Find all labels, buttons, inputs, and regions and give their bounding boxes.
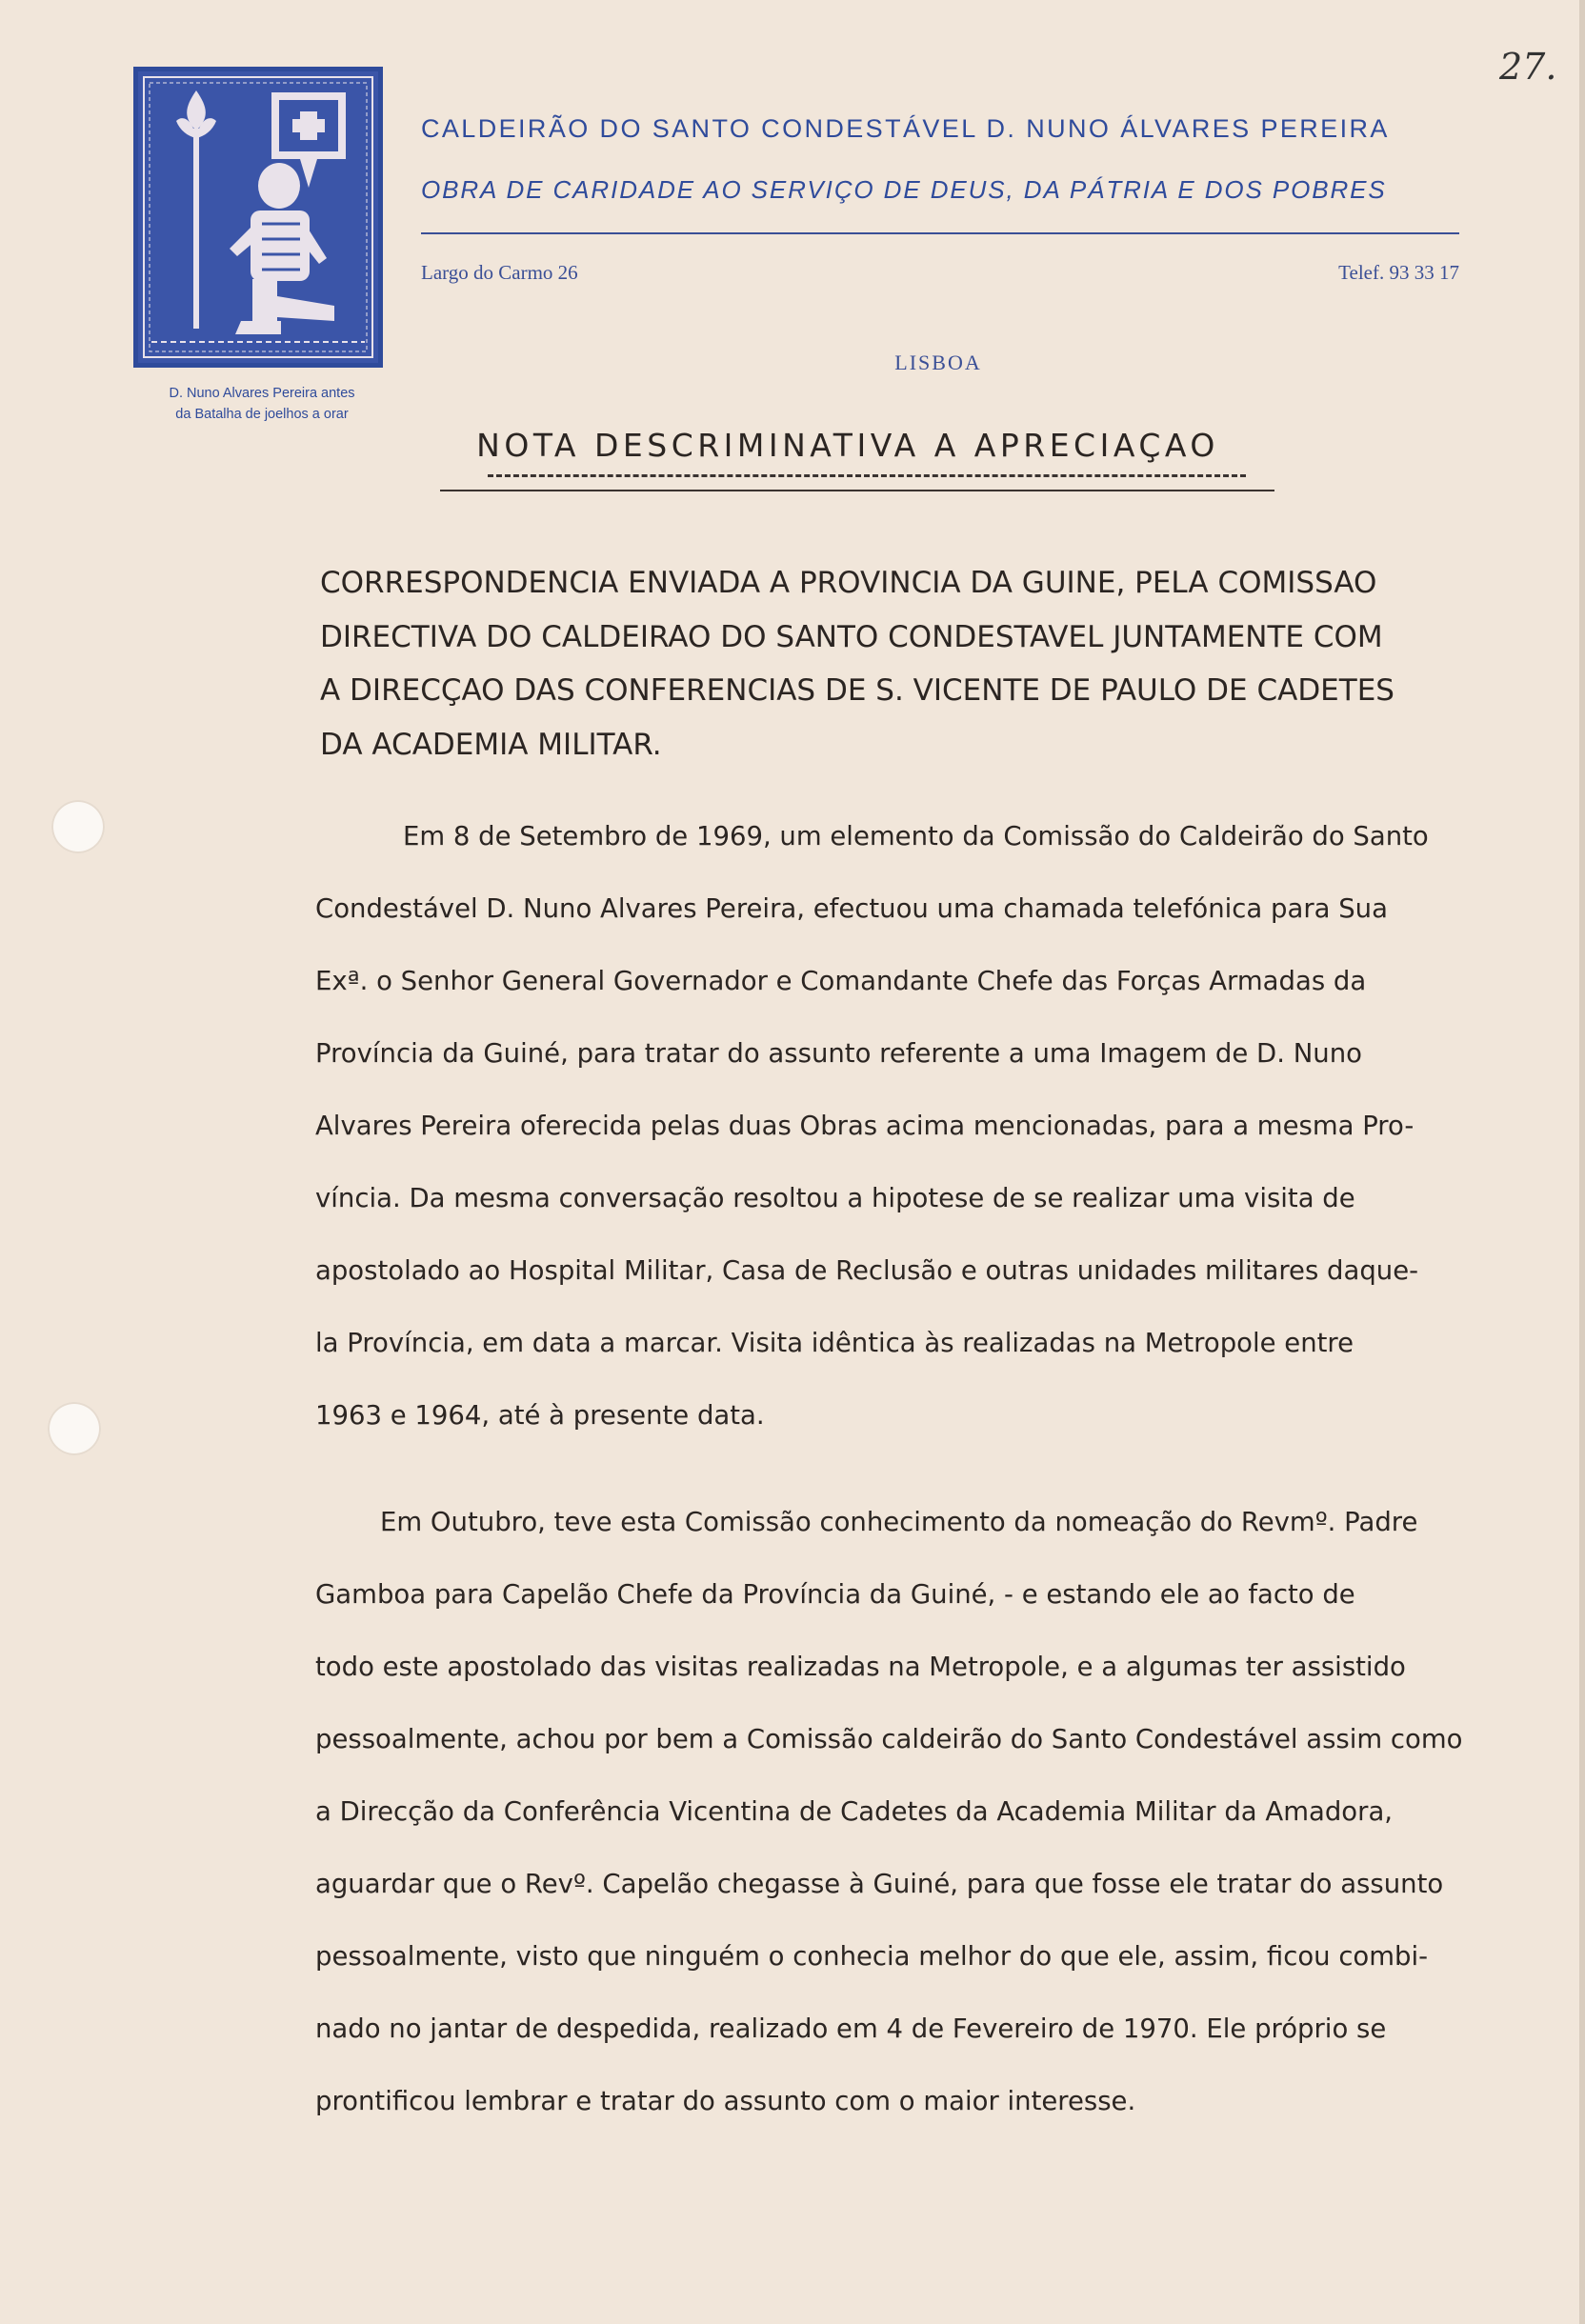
paragraph-line: prontificou lembrar e tratar do assunto com o maior interesse.	[315, 2086, 1136, 2116]
paragraph-1	[315, 800, 1487, 1452]
phone-number: Telef. 93 33 17	[1338, 261, 1459, 284]
organization-motto: OBRA DE CARIDADE AO SERVIÇO DE DEUS, DA PÁTRIA E DOS POBRES	[421, 175, 1387, 204]
letterhead-divider	[421, 232, 1459, 234]
subject-line: DIRECTIVA DO CALDEIRAO DO SANTO CONDESTAVEL JUNTAMENTE COM	[320, 619, 1383, 654]
subject-line: A DIRECÇAO DAS CONFERENCIAS DE S. VICENTE DE PAULO DE CADETES	[320, 673, 1394, 708]
subject-block	[320, 556, 1492, 771]
paragraph-2	[315, 1486, 1487, 2137]
paragraph-line: nado no jantar de despedida, realizado em 4 de Fevereiro de 1970. Ele próprio se	[315, 2013, 1387, 2044]
page-number: 27.	[1499, 46, 1557, 88]
knight-kneeling-emblem-icon	[133, 67, 383, 368]
paragraph-line: Em Outubro, teve esta Comissão conhecimento da nomeação do Revmº. Padre	[380, 1507, 1418, 1537]
paragraph-line: aguardar que o Revº. Capelão chegasse à Guiné, para que fosse ele tratar do assunto	[315, 1869, 1444, 1899]
paragraph-line: pessoalmente, visto que ninguém o conhecia melhor do que ele, assim, ficou combi-	[315, 1941, 1429, 1972]
title-underline	[440, 490, 1274, 491]
paragraph-line: Província da Guiné, para tratar do assunto referente a uma Imagem de D. Nuno	[315, 1038, 1362, 1069]
paragraph-line: apostolado ao Hospital Militar, Casa de Reclusão e outras unidades militares daque-	[315, 1255, 1419, 1286]
logo-caption	[133, 383, 391, 425]
paragraph-line: Em 8 de Setembro de 1969, um elemento da Comissão do Caldeirão do Santo	[403, 821, 1429, 851]
logo-caption-line: D. Nuno Alvares Pereira antes	[169, 386, 355, 401]
title-dashed-underline	[488, 474, 1246, 477]
paragraph-line: pessoalmente, achou por bem a Comissão caldeirão do Santo Condestável assim como	[315, 1724, 1463, 1754]
paragraph-line: la Província, em data a marcar. Visita idêntica às realizadas na Metropole entre	[315, 1328, 1354, 1358]
paragraph-line: Gamboa para Capelão Chefe da Província da Guiné, - e estando ele ao facto de	[315, 1579, 1355, 1610]
city: LISBOA	[894, 351, 982, 374]
logo-caption-line: da Batalha de joelhos a orar	[175, 407, 349, 422]
punch-hole-bottom	[48, 1402, 101, 1455]
subject-line: DA ACADEMIA MILITAR.	[320, 727, 662, 762]
paragraph-line: Condestável D. Nuno Alvares Pereira, efectuou uma chamada telefónica para Sua	[315, 893, 1388, 924]
paragraph-line: Alvares Pereira oferecida pelas duas Obras acima mencionadas, para a mesma Pro-	[315, 1111, 1414, 1141]
subject-line: CORRESPONDENCIA ENVIADA A PROVINCIA DA GUINE, PELA COMISSAO	[320, 566, 1377, 600]
paragraph-line: todo este apostolado das visitas realizadas na Metropole, e a algumas ter assistido	[315, 1652, 1406, 1682]
paragraph-line: Exª. o Senhor General Governador e Comandante Chefe das Forças Armadas da	[315, 966, 1367, 996]
organization-name: CALDEIRÃO DO SANTO CONDESTÁVEL D. NUNO ÁLVARES PEREIRA	[421, 114, 1390, 143]
document-title: NOTA DESCRIMINATIVA A APRECIAÇAO	[476, 427, 1219, 464]
paragraph-line: a Direcção da Conferência Vicentina de Cadetes da Academia Militar da Amadora,	[315, 1796, 1394, 1827]
punch-hole-top	[51, 800, 105, 853]
address: Largo do Carmo 26	[421, 261, 578, 284]
paragraph-line: víncia. Da mesma conversação resoltou a hipotese de se realizar uma visita de	[315, 1183, 1355, 1213]
paragraph-line: 1963 e 1964, até à presente data.	[315, 1400, 765, 1431]
page-edge	[1579, 0, 1585, 2324]
